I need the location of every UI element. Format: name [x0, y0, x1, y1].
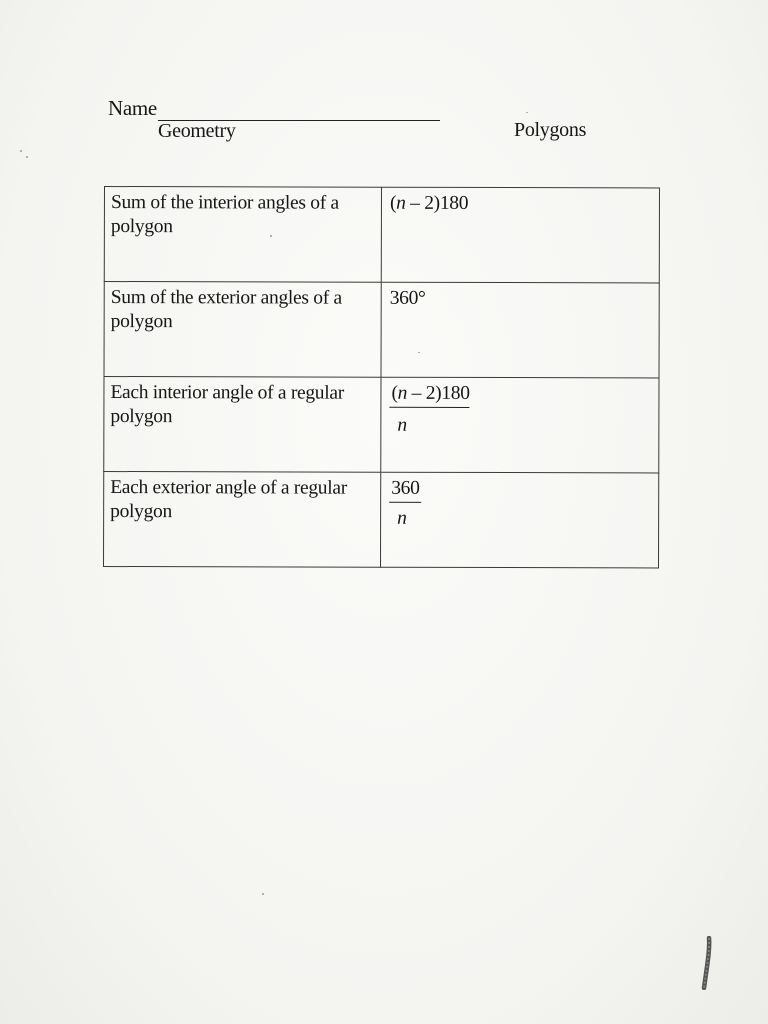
scan-speck [20, 150, 22, 152]
topic-title: Polygons [514, 119, 587, 141]
name-row [108, 96, 440, 121]
formula-variable: n [397, 382, 408, 404]
row-formula: 360° [381, 282, 659, 378]
row-formula [381, 187, 659, 283]
scan-speck [270, 235, 272, 237]
scan-speck [526, 112, 528, 113]
row-description: Each interior angle of a regular polygon [104, 377, 381, 473]
table-row [104, 282, 659, 378]
scan-speck [26, 156, 28, 158]
fraction-denominator: n [397, 414, 407, 436]
pencil-mark [700, 936, 712, 990]
scan-speck [262, 893, 264, 895]
formula-rest: – 2)180 [407, 382, 470, 404]
formula-paren: ( [389, 192, 397, 214]
polygon-formulas-table [103, 186, 660, 568]
name-label: Name [108, 96, 157, 120]
row-formula [381, 377, 659, 473]
fraction [389, 477, 422, 531]
table-row [104, 187, 659, 283]
formula-rest: – 2)180 [405, 192, 469, 214]
formula-paren: ( [391, 382, 398, 404]
table-row [104, 377, 659, 473]
row-description: Sum of the exterior angles of a polygon [104, 282, 381, 378]
table-row [104, 472, 659, 568]
fraction [389, 382, 469, 438]
fraction-denominator: n [397, 507, 407, 529]
name-blank-line[interactable] [158, 100, 440, 121]
row-description: Sum of the interior angles of a polygon [104, 187, 381, 283]
subject-title: Geometry [158, 120, 236, 142]
row-description: Each exterior angle of a regular polygon [104, 472, 381, 568]
fraction-numerator: 360 [389, 477, 421, 503]
fraction-numerator [389, 382, 469, 408]
scan-speck [418, 352, 420, 353]
row-formula [381, 472, 659, 568]
formula-variable: n [396, 192, 406, 214]
